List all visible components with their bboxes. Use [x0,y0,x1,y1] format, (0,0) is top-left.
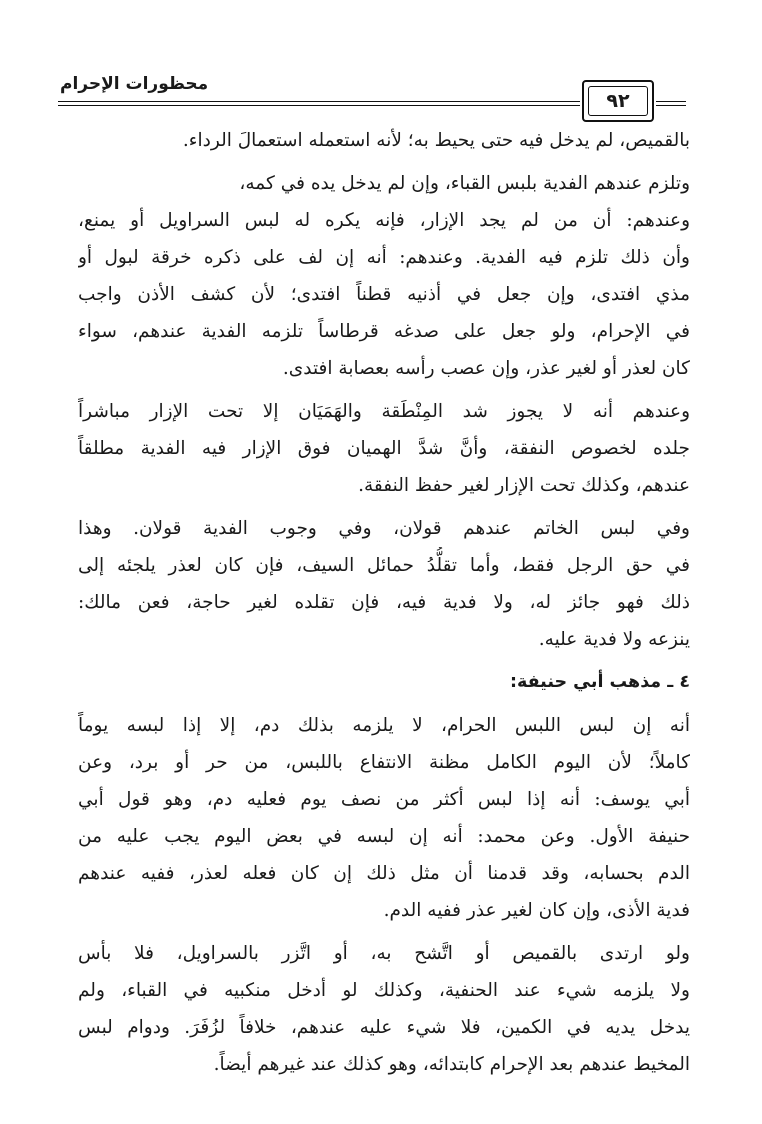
text-line: أنه إن لبس اللبس الحرام، لا يلزمه بذلك دم، إلا إذا لبسه يوماً [78,715,690,736]
text-line: في الإحرام، ولو جعل على صدغه قرطاساً تلزمه الفدية عندهم، سواء [78,321,690,342]
text-line: فدية الأذى، وإن كان لغير عذر ففيه الدم. [383,900,690,921]
text-line: بالقميص، لم يدخل فيه حتى يحيط به؛ لأنه استعمله استعمالَ الرداء. [182,130,690,151]
text-line: مذي افتدى، وإن جعل في أذنيه قطناً افتدى؛ لأن كشف الأذن واجب [78,284,690,305]
text-line: حنيفة الأول. وعن محمد: أنه إن لبسه في بعض اليوم يجب عليه من [78,826,690,847]
page-number: ٩٢ [588,86,648,116]
text-line: في حق الرجل فقط، وأما تقلُّدُ حمائل السيف، فإن كان لعذر يلجئه إلى [78,555,690,576]
text-line: جلده لخصوص النفقة، وأنَّ شدَّ الهميان فوق الإزار فيه الفدية مطلقاً [78,438,690,459]
text-line: الدم بحسابه، وقد قدمنا أن مثل ذلك إن كان فعله لعذر، ففيه عندهم [78,863,690,884]
text-line: وتلزم عندهم الفدية بلبس القباء، وإن لم يدخل يده في كمه، [239,173,690,194]
running-header-title: محظورات الإحرام [60,74,209,94]
text-line: وعندهم أنه لا يجوز شد المِنْطَقة والهَمَيَان إلا تحت الإزار مباشراً [78,401,690,422]
header-rule-right [656,101,686,102]
text-line: يدخل يديه في الكمين، فلا شيء عليه عندهم، خلافاً لزُفَرَ. ودوام لبس [78,1017,690,1038]
text-line: أبي يوسف: أنه إذا لبس أكثر من نصف يوم فعليه دم، وهو قول أبي [78,789,690,810]
text-line: ولو ارتدى بالقميص أو اتَّشح به، أو اتَّزر بالسراويل، فلا بأس [78,943,690,964]
header-rule [58,101,580,102]
text-line: ولا يلزمه شيء عند الحنفية، وكذلك لو أدخل منكبيه في القباء، ولم [78,980,690,1001]
section-heading: ٤ ـ مذهب أبي حنيفة: [509,672,690,692]
text-line: المخيط عندهم بعد الإحرام كابتدائه، وهو كذلك عند غيرهم أيضاً. [213,1054,690,1075]
text-line: عندهم، وكذلك تحت الإزار لغير حفظ النفقة. [358,475,690,496]
body-text [78,122,690,1083]
header-rule-thin [58,105,580,106]
header-rule-right-thin [656,105,686,106]
text-line: وأن ذلك تلزم فيه الفدية. وعندهم: أنه إن لف على ذكره خرقة لبول أو [78,247,690,268]
text-line: ينزعه ولا فدية عليه. [538,629,690,650]
text-line: وفي لبس الخاتم عندهم قولان، وفي وجوب الفدية قولان. وهذا [78,518,690,539]
text-line: وعندهم: أن من لم يجد الإزار، فإنه يكره له لبس السراويل أو يمنع، [78,210,690,231]
text-line: كاملاً؛ لأن اليوم الكامل مظنة الانتفاع باللبس، من حر أو برد، وعن [78,752,690,773]
text-line: ذلك فهو جائز له، ولا فدية فيه، فإن تقلده لغير حاجة، فعن مالك: [78,592,690,613]
page-number-box [582,80,654,122]
text-line: كان لعذر أو لغير عذر، وإن عصب رأسه بعصابة افتدى. [282,358,690,379]
